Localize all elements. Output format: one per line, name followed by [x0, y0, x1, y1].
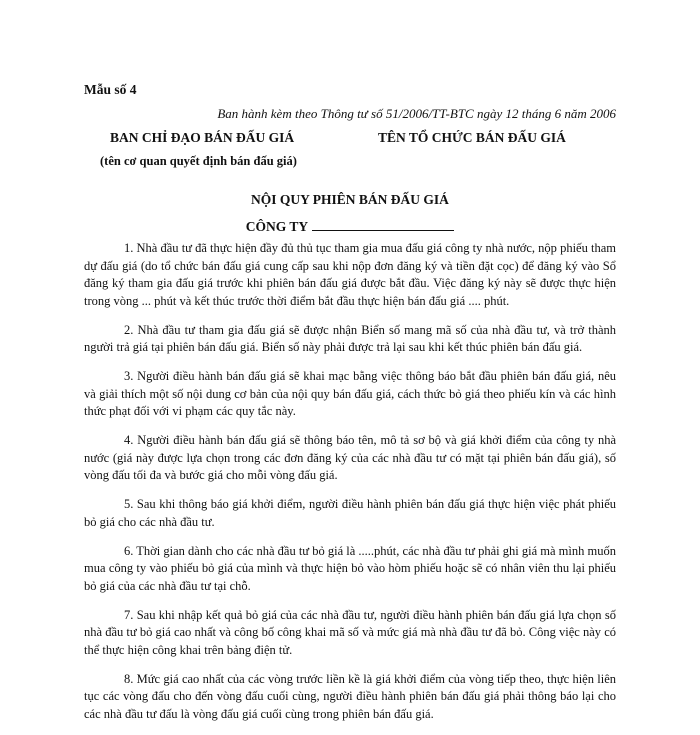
document-title: NỘI QUY PHIÊN BÁN ĐẤU GIÁ	[251, 192, 449, 207]
header-left-subtitle: (tên cơ quan quyết định bán đấu giá)	[100, 154, 297, 168]
company-line	[0, 218, 700, 235]
rule-item: 6. Thời gian dành cho các nhà đầu tư bỏ giá là .....phút, các nhà đầu tư phải ghi giá mà mình muốn mua công ty vào phiếu bỏ giá của mình và thực hiện bỏ vào hòm phiếu hoặc sẽ có nhân viên thu lại phiếu bỏ giá của các nhà đầu tư tại chỗ.	[84, 543, 616, 593]
issued-by-note: Ban hành kèm theo Thông tư số 51/2006/TT-BTC ngày 12 tháng 6 năm 2006	[217, 106, 616, 121]
rule-item: 4. Người điều hành bán đấu giá sẽ thông báo tên, mô tả sơ bộ và giá khởi điểm của công ty nhà nước (giá này được lựa chọn trong các đơn đăng ký của các nhà đầu tư có mặt tại phiên bán đấu giá), số vòng đấu tối đa và bước giá cho mỗi vòng đấu giá.	[84, 433, 616, 482]
form-number: Mẫu số 4	[84, 82, 137, 97]
rules-list	[84, 240, 616, 735]
rule-item: 2. Nhà đầu tư tham gia đấu giá sẽ được nhận Biển số mang mã số của nhà đầu tư, và trở thành người trả giá tại phiên bán đấu giá. Biển số này phải được trả lại sau khi kết thúc phiên bán đấu giá.	[84, 322, 616, 354]
header-right-organization: TÊN TỔ CHỨC BÁN ĐẤU GIÁ	[378, 130, 566, 145]
rule-item: 1. Nhà đầu tư đã thực hiện đầy đủ thủ tục tham gia mua đấu giá công ty nhà nước, nộp phiếu tham dự đấu giá (do tổ chức bán đấu giá cung cấp sau khi nộp đơn đăng ký và tiền đặt cọc) để đăng ký vào Sổ đăng ký tham gia đấu giá trước khi phiên bán đấu giá được bắt đầu. Việc đăng ký này sẽ được thực hiện trong vòng ... phút và kết thúc trước thời điểm bắt đầu thực hiện bán đấu giá .... phút.	[84, 241, 616, 308]
company-name-blank	[312, 218, 454, 231]
company-label: CÔNG TY	[245, 219, 309, 234]
rule-item: 7. Sau khi nhập kết quả bỏ giá của các nhà đầu tư, người điều hành phiên bán đấu giá lựa chọn số nhà đầu tư bỏ giá cao nhất và công bố công khai mã số và mức giá mà nhà đầu tư đã bỏ. Công việc này có thể thực hiện công khai trên bảng điện tử.	[84, 607, 616, 657]
rule-item: 8. Mức giá cao nhất của các vòng trước liền kề là giá khởi điểm của vòng tiếp theo, thực hiện liên tục các vòng đấu cho đến vòng đấu cuối cùng, người điều hành phiên bán đấu giá phải thông báo lại cho các nhà đầu tư đấu là vòng đấu giá cuối cùng trong phiên bán đấu giá.	[84, 671, 616, 721]
header-left-authority: BAN CHỈ ĐẠO BÁN ĐẤU GIÁ	[110, 130, 295, 145]
rule-item: 5. Sau khi thông báo giá khởi điểm, người điều hành phiên bán đấu giá thực hiện việc phát phiếu bỏ giá cho các nhà đầu tư.	[84, 497, 616, 529]
rule-item: 3. Người điều hành bán đấu giá sẽ khai mạc bằng việc thông báo bắt đầu phiên bán đấu giá, nêu và giải thích một số nội dung cơ bản của nội quy bán đấu giá, cách thức bỏ giá theo phiếu kín và các hình thức phạt đối với vi phạm các quy tắc này.	[84, 369, 616, 418]
